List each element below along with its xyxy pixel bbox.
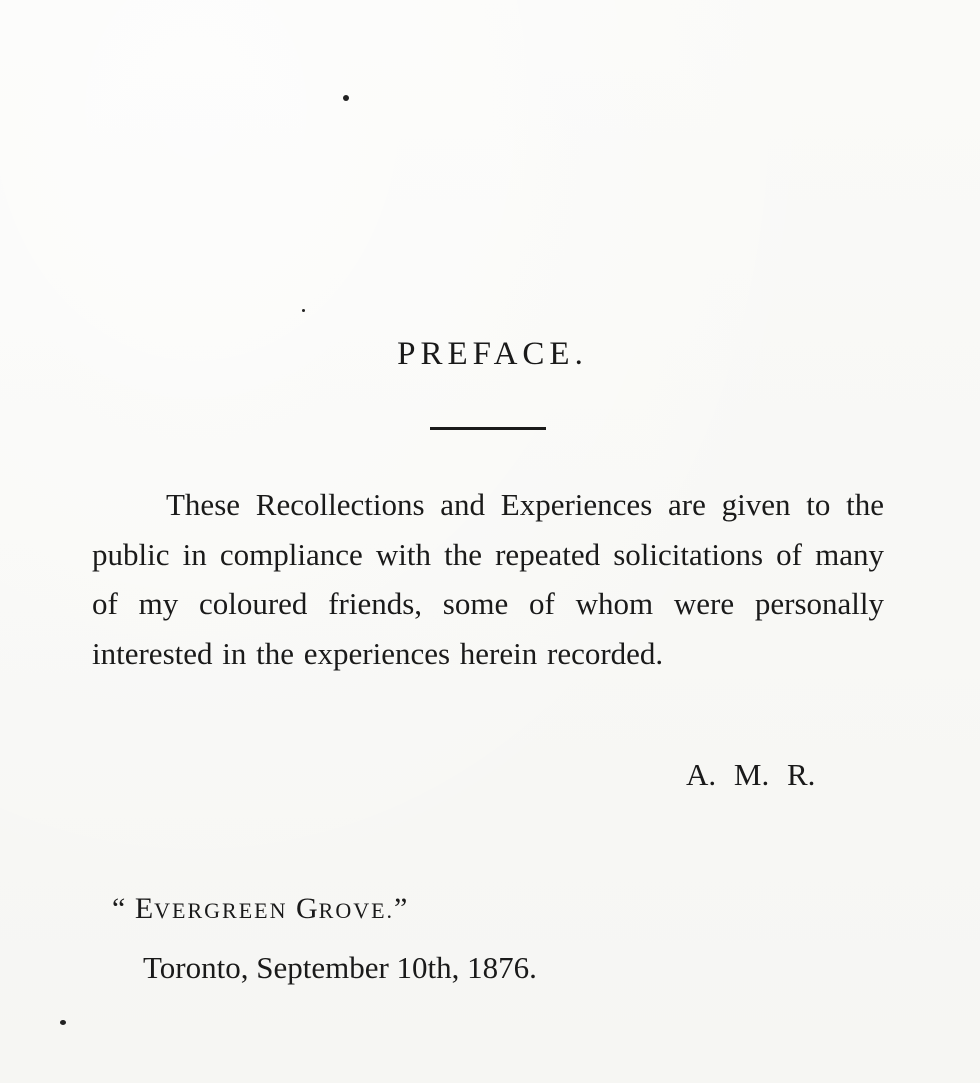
place-word1-initial: E	[134, 892, 155, 925]
title-rule	[430, 427, 546, 430]
ink-speck	[60, 1020, 66, 1025]
place-word2-rest: ROVE.	[318, 898, 395, 923]
ink-speck	[343, 95, 349, 101]
dateline: Toronto, September 10th, 1876.	[143, 950, 537, 985]
close-quote: ”	[394, 892, 409, 925]
place-name	[112, 892, 408, 926]
preface-body: These Recollections and Experiences are given to the public in compliance with the repeated solicitations of many of my coloured friends, some of whom were personally interested in the experiences herein recorded.	[92, 487, 884, 671]
place-word1-rest: VERGREEN	[154, 898, 288, 923]
place-word2-initial: G	[295, 892, 319, 925]
open-quote: “	[112, 892, 135, 925]
ink-speck	[302, 309, 305, 312]
author-initials: A. M. R.	[686, 757, 816, 792]
preface-title: PREFACE.	[397, 336, 588, 372]
